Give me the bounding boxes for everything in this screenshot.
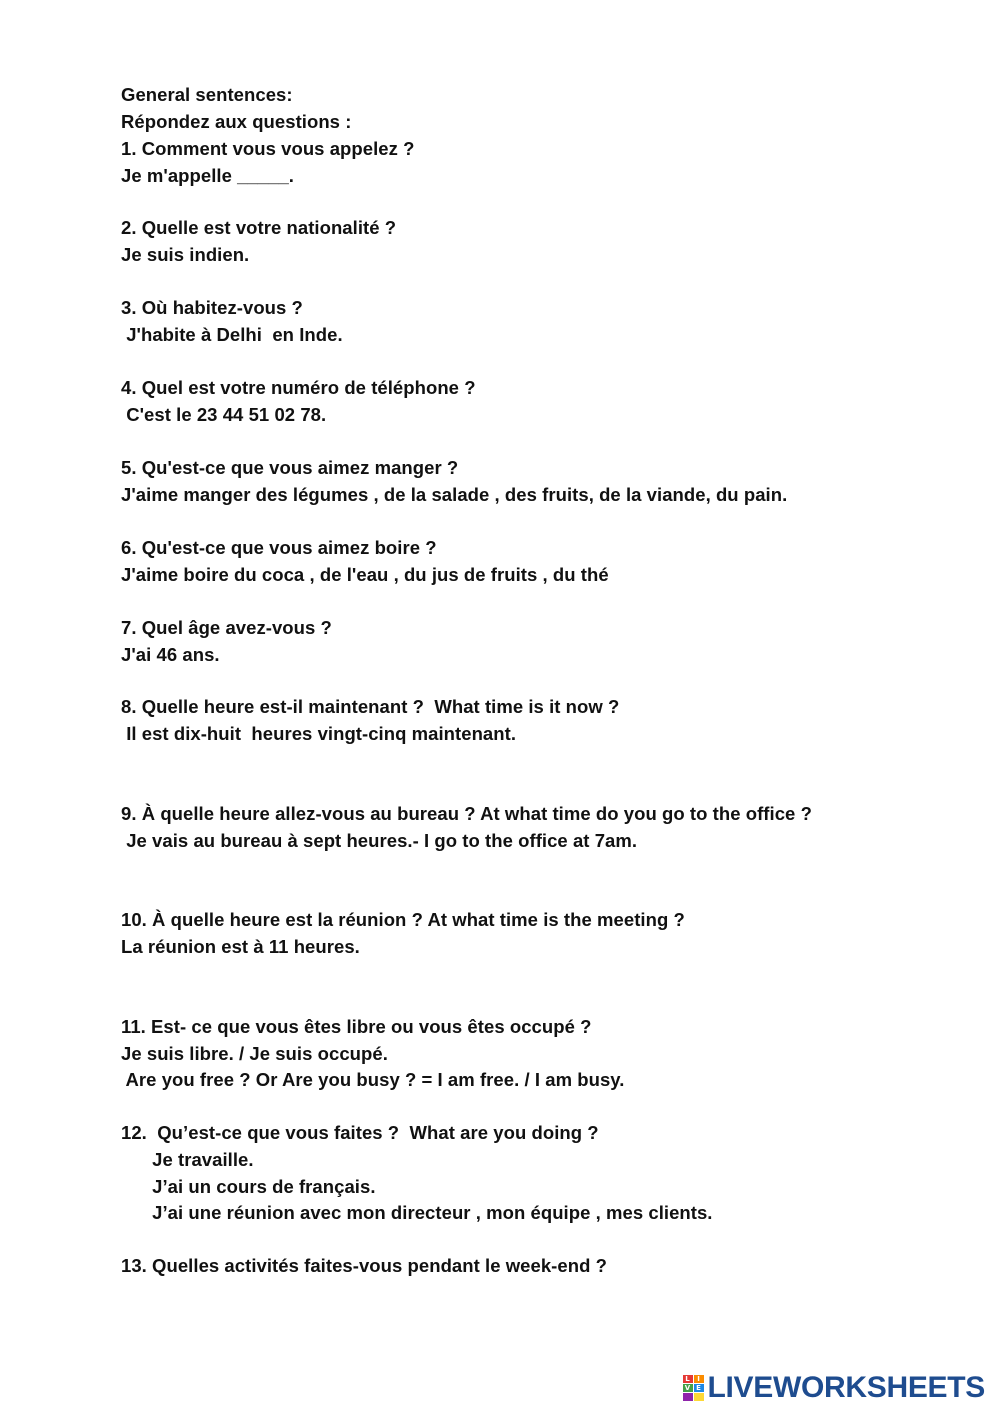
question-2: 2. Quelle est votre nationalité ?: [121, 217, 397, 238]
answer-11-french: Je suis libre. / Je suis occupé.: [121, 1043, 388, 1064]
question-1: 1. Comment vous vous appelez ?: [121, 138, 415, 159]
question-7: 7. Quel âge avez-vous ?: [121, 617, 332, 638]
answer-3: J'habite à Delhi en Inde.: [121, 324, 343, 345]
logo-tile: [683, 1393, 693, 1401]
question-13: 13. Quelles activités faites-vous pendant le week-end ?: [121, 1255, 607, 1276]
worksheet-instruction: Répondez aux questions :: [121, 111, 352, 132]
question-4: 4. Quel est votre numéro de téléphone ?: [121, 377, 476, 398]
answer-1: Je m'appelle _____.: [121, 165, 294, 186]
answer-10: La réunion est à 11 heures.: [121, 936, 360, 957]
liveworksheets-logo-icon: [683, 1375, 705, 1401]
answer-8: Il est dix-huit heures vingt-cinq maintenant.: [121, 723, 517, 744]
answer-6: J'aime boire du coca , de l'eau , du jus de fruits , du thé: [121, 564, 609, 585]
answer-11-english: Are you free ? Or Are you busy ? = I am free. / I am busy.: [121, 1069, 625, 1090]
question-11: 11. Est- ce que vous êtes libre ou vous êtes occupé ?: [121, 1016, 592, 1037]
logo-tile: E: [694, 1384, 704, 1392]
logo-tile: I: [694, 1375, 704, 1383]
answer-12-line-3: J’ai une réunion avec mon directeur , mon équipe , mes clients.: [121, 1202, 713, 1223]
question-3: 3. Où habitez-vous ?: [121, 297, 303, 318]
answer-7: J'ai 46 ans.: [121, 644, 220, 665]
logo-tile: V: [683, 1384, 693, 1392]
question-10: 10. À quelle heure est la réunion ? At what time is the meeting ?: [121, 909, 685, 930]
question-5: 5. Qu'est-ce que vous aimez manger ?: [121, 457, 459, 478]
answer-9: Je vais au bureau à sept heures.- I go to the office at 7am.: [121, 830, 638, 851]
answer-12-line-2: J’ai un cours de français.: [121, 1176, 376, 1197]
worksheet-title: General sentences:: [121, 84, 293, 105]
question-8: 8. Quelle heure est-il maintenant ? What time is it now ?: [121, 696, 620, 717]
logo-tile: [694, 1393, 704, 1401]
answer-4: C'est le 23 44 51 02 78.: [121, 404, 327, 425]
answer-5: J'aime manger des légumes , de la salade , des fruits, de la viande, du pain.: [121, 484, 788, 505]
liveworksheets-wordmark: LIVEWORKSHEETS: [707, 1371, 985, 1404]
answer-12-line-1: Je travaille.: [121, 1149, 254, 1170]
question-6: 6. Qu'est-ce que vous aimez boire ?: [121, 537, 437, 558]
liveworksheets-brand: [683, 1372, 986, 1404]
answer-2: Je suis indien.: [121, 244, 250, 265]
question-12: 12. Qu’est-ce que vous faites ? What are you doing ?: [121, 1122, 599, 1143]
logo-tile: L: [683, 1375, 693, 1383]
question-9: 9. À quelle heure allez-vous au bureau ? At what time do you go to the office ?: [121, 803, 812, 824]
